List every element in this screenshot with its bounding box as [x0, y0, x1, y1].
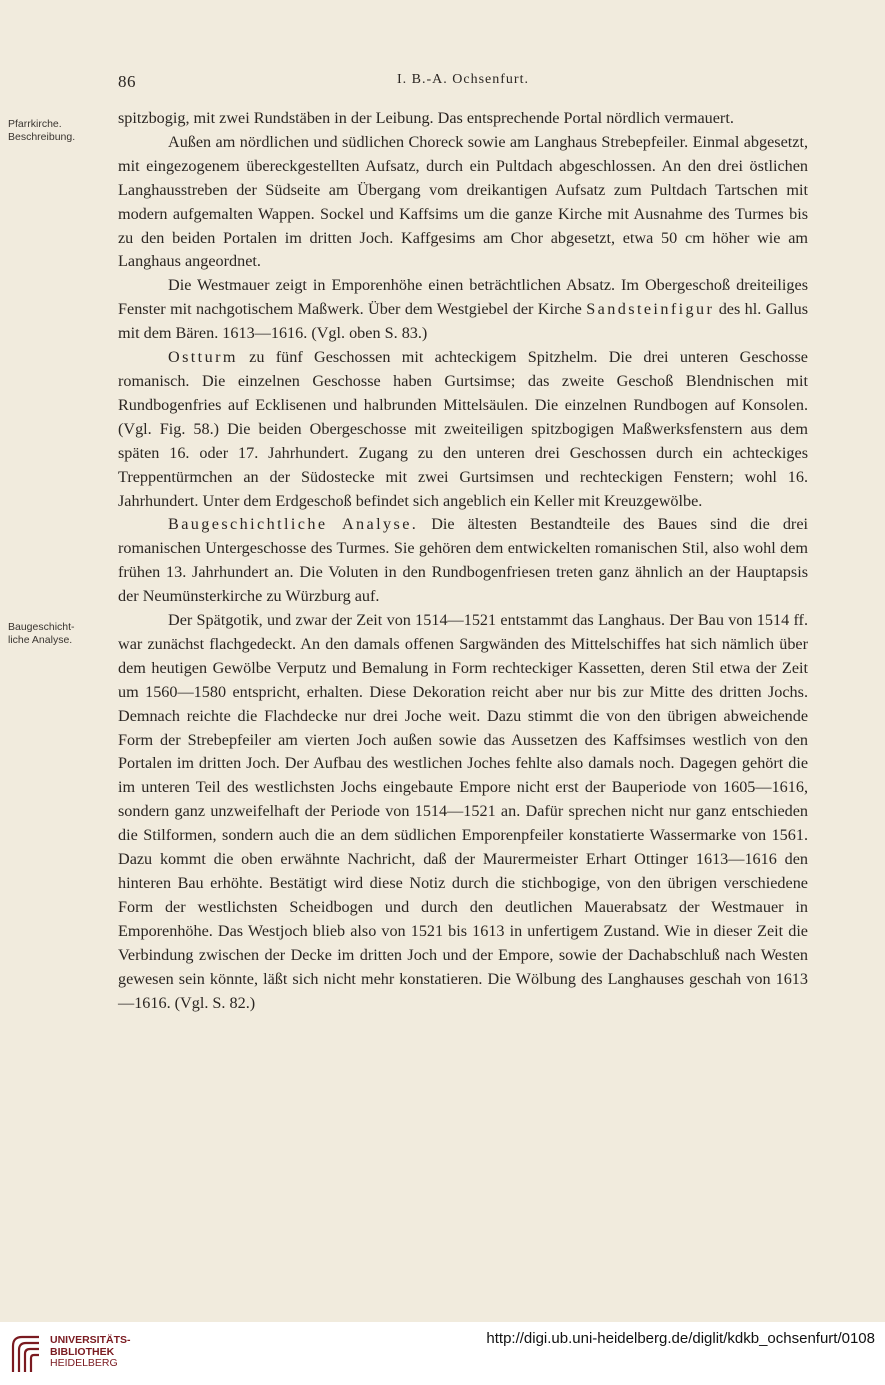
page-header — [118, 72, 808, 92]
margin-note-line: Baugeschicht- — [8, 621, 75, 633]
margin-note-line: Pfarrkirche. — [8, 118, 62, 130]
library-line: UNIVERSITÄTS- — [50, 1334, 131, 1346]
spaced-term: Ostturm — [168, 348, 238, 367]
page-number: 86 — [118, 72, 136, 91]
paragraph-text: des hl. Gallus mit dem Bären. 1613—1616. (Vgl. oben S. 83.) — [118, 300, 808, 343]
paragraph — [118, 274, 808, 346]
paragraph-text: zu fünf Geschossen mit achteckigem Spitzhelm. Die drei unteren Geschosse romanisch. Die einzelnen Geschosse haben Gurtsimse; das zweite Geschoß Blendnischen mit Rundbogenfries auf Ecklisenen und halbrunden Mittelsäulen. Die einzelnen Rundbogen auf Konsolen. (Vgl. Fig. 58.) Die beiden Obergeschosse mit zweiteiligen spitzbogigen Maßwerksfenstern aus dem späten 16. oder 17. Jahrhundert. Zugang zu den unteren drei Geschossen durch ein achteckiges Treppentürmchen an der Südostecke mit zwei Gurtsimsen und rechteckigen Fenstern; wohl 16. Jahrhundert. Unter dem Erdgeschoß befindet sich angeblich ein Keller mit Kreuzgewölbe. — [118, 348, 808, 510]
library-line: HEIDELBERG — [50, 1357, 118, 1369]
running-title: I. B.-A. Ochsenfurt. — [397, 72, 529, 87]
permalink-url[interactable]: http://digi.ub.uni-heidelberg.de/diglit/kdkb_ochsenfurt/0108 — [486, 1330, 875, 1347]
spaced-term: Baugeschichtliche Analyse. — [168, 515, 419, 534]
margin-note-baugeschichte — [8, 621, 112, 647]
paragraph-text: Die ältesten Bestandteile des Baues sind die drei romanischen Untergeschosse des Turmes. Sie gehören dem entwickelten romanischen Stil, also wohl dem frühen 13. Jahrhundert an. Die Voluten in den Rundbogenfriesen treten ganz ähnlich an der Hauptapsis der Neumünsterkirche zu Würzburg auf. — [118, 515, 809, 606]
paragraph-text: Die Westmauer zeigt in Emporenhöhe einen beträchtlichen Absatz. Im Obergeschoß dreiteiliges Fenster mit nachgotischem Maßwerk. Über dem Westgiebel der Kirche — [118, 276, 808, 319]
library-logo-icon — [10, 1334, 42, 1374]
paragraph — [118, 346, 808, 513]
viewer-footer — [0, 1322, 885, 1385]
library-name — [50, 1335, 131, 1370]
margin-note-line: liche Analyse. — [8, 634, 73, 646]
margin-note-pfarrkirche — [8, 118, 112, 144]
paragraph: spitzbogig, mit zwei Rundstäben in der Leibung. Das entsprechende Portal nördlich vermauert. — [118, 109, 734, 127]
paragraph — [118, 513, 808, 609]
library-line: BIBLIOTHEK — [50, 1345, 115, 1358]
body-text — [118, 107, 808, 1015]
paragraph: Der Spätgotik, und zwar der Zeit von 1514—1521 entstammt das Langhaus. Der Bau von 1514 ff. war zunächst flachgedeckt. An den damals offenen Sargwänden des Mittelschiffes hat sich nämlich über dem heutigen Gewölbe Verputz und Bemalung in Form rechteckiger Kassetten, deren Stil etwa der Zeit um 1560—1580 entspricht, erhalten. Diese Dekoration reicht aber nur bis zur Mitte des dritten Jochs. Demnach reichte die Flachdecke nur drei Joche weit. Dazu stimmt die von den übrigen abweichende Form der Strebepfeiler am vierten Joch außen sowie das Aussetzen des Kaffsimses westlich von den Portalen im dritten Joch. Der Aufbau des westlichen Joches fehlte also damals noch. Dagegen gehört die im unteren Teil des westlichsten Jochs eingebaute Empore nicht erst der Bauperiode von 1605—1616, sondern ganz unzweifelhaft der Periode von 1514—1521 an. Dafür sprechen nicht nur ganz entschieden die Stilformen, sondern auch die an dem südlichen Emporenpfeiler konstatierte Wassermarke von 1561. Dazu kommt die oben erwähnte Nachricht, daß der Maurermeister Erhart Ottinger 1613—1616 den hinteren Bau erhöhte. Bestätigt wird diese Notiz durch die stichbogige, von den übrigen verschiedene Form der westlichsten Scheidbogen und durch den deutlichen Mauerabsatz der Westmauer in Emporenhöhe. Das Westjoch blieb also von 1521 bis 1613 in unfertigem Zustand. Wie in dieser Zeit die Verbindung zwischen der Decke im dritten Joch und der Empore, sowie der Dachabschluß nach Westen gewesen sein könnte, läßt sich nicht mehr konstatieren. Die Wölbung des Langhauses geschah von 1613—1616. (Vgl. S. 82.) — [118, 611, 808, 1012]
spaced-term: Sandsteinfigur — [586, 300, 715, 319]
paragraph: Außen am nördlichen und südlichen Choreck sowie am Langhaus Strebepfeiler. Einmal abgesetzt, mit eingezogenem übereckgestellten Aufsatz, durch ein Pultdach abgeschlossen. An den drei östlichen Langhausstreben der Südseite am Übergang vom dreikantigen Aufsatz zum Pultdach Tartschen mit modern aufgemalten Wappen. Sockel und Kaffsims um die ganze Kirche mit Ausnahme des Turmes bis zu den beiden Portalen im dritten Joch. Kaffgesims am Chor abgesetzt, etwa 50 cm höher wie am Langhaus angeordnet. — [118, 132, 808, 271]
margin-note-line: Beschreibung. — [8, 131, 76, 143]
